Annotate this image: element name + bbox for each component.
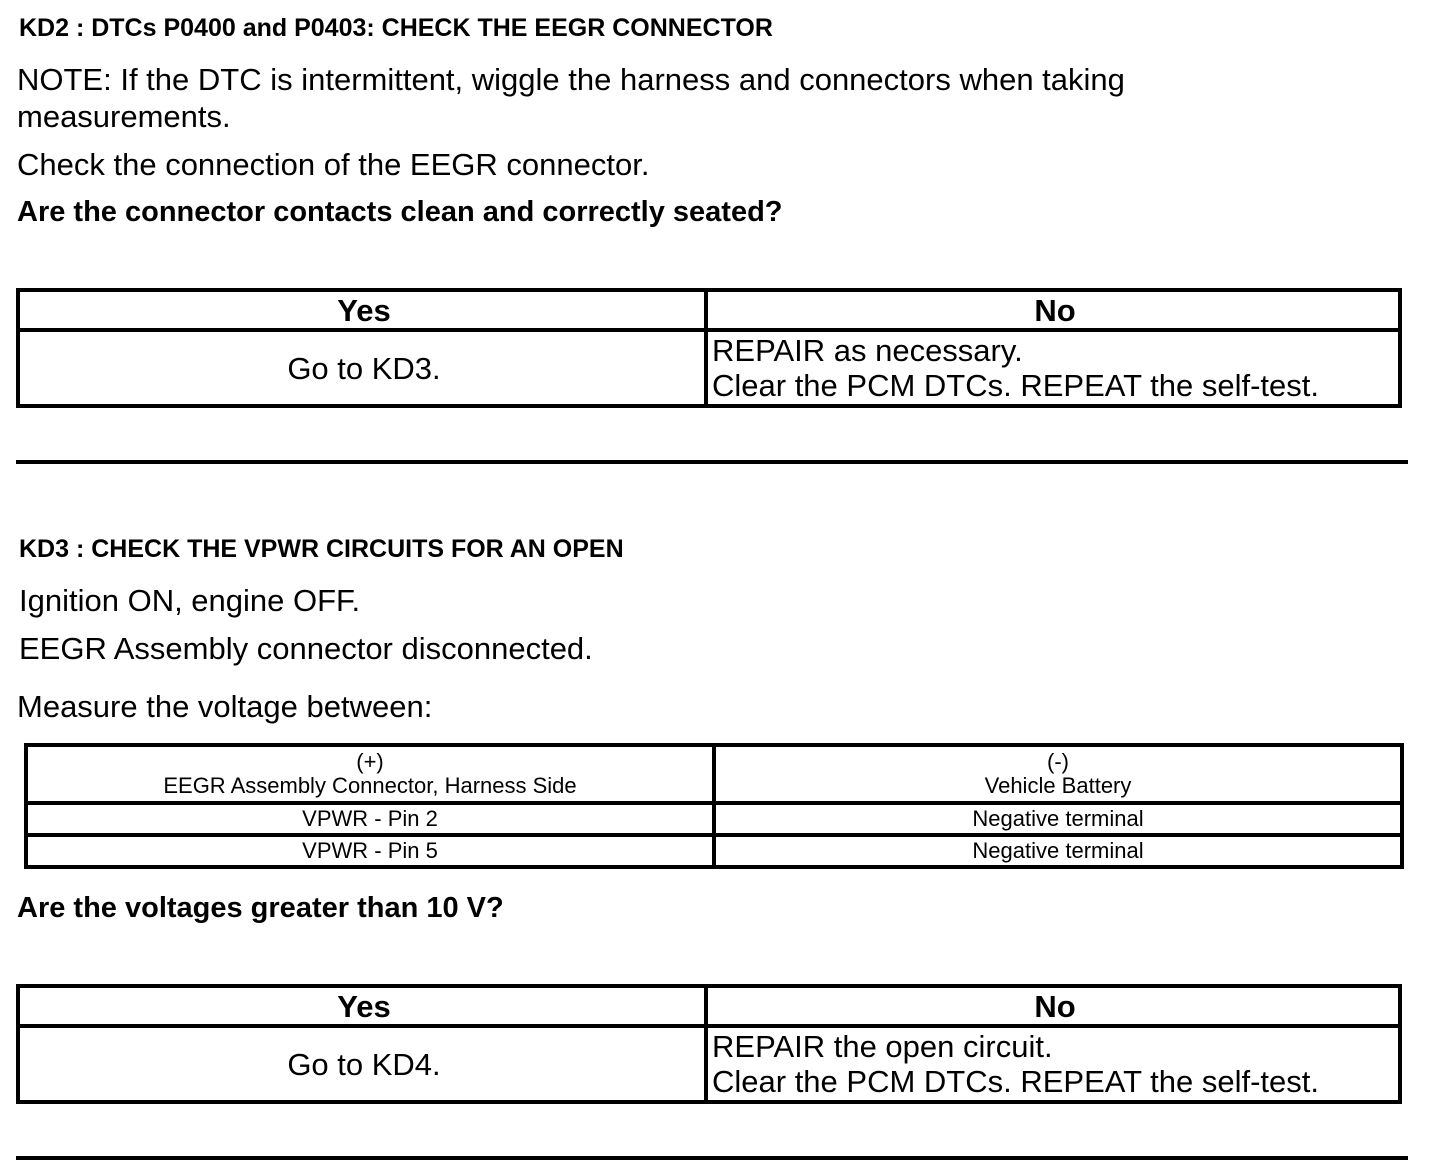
kd2-no-action-line2: Clear the PCM DTCs. REPEAT the self-test. xyxy=(712,368,1319,403)
neg-label: Vehicle Battery xyxy=(984,773,1132,798)
kd3-condition-1: Ignition ON, engine OFF. xyxy=(19,583,361,618)
kd3-yes-action: Go to KD4. xyxy=(18,1026,706,1102)
kd3-condition-2: EEGR Assembly connector disconnected. xyxy=(19,631,593,666)
kd3-no-header: No xyxy=(706,986,1400,1026)
pos-cell: VPWR - Pin 5 xyxy=(26,835,714,867)
kd2-yes-action: Go to KD3. xyxy=(18,330,706,406)
pos-lead-header xyxy=(26,745,714,803)
neg-symbol: (-) xyxy=(1047,749,1069,774)
kd2-result-table xyxy=(16,288,1402,408)
kd3-no-action-line2: Clear the PCM DTCs. REPEAT the self-test. xyxy=(712,1064,1319,1099)
neg-lead-header xyxy=(714,745,1402,803)
kd2-yes-header: Yes xyxy=(18,290,706,330)
kd2-note: NOTE: If the DTC is intermittent, wiggle the harness and connectors when taking measurements. xyxy=(17,62,1125,134)
kd2-no-header: No xyxy=(706,290,1400,330)
kd3-result-table xyxy=(16,984,1402,1104)
pos-cell: VPWR - Pin 2 xyxy=(26,803,714,835)
neg-cell: Negative terminal xyxy=(714,803,1402,835)
kd2-step-title: KD2 : DTCs P0400 and P0403: CHECK THE EEGR CONNECTOR xyxy=(19,14,773,42)
kd3-measure-intro: Measure the voltage between: xyxy=(17,689,433,724)
kd3-step-title: KD3 : CHECK THE VPWR CIRCUITS FOR AN OPEN xyxy=(19,535,624,563)
kd2-instruction: Check the connection of the EEGR connector. xyxy=(17,147,650,182)
section-divider xyxy=(16,1156,1408,1160)
section-divider xyxy=(16,460,1408,464)
table-row xyxy=(26,803,1402,835)
kd3-question: Are the voltages greater than 10 V? xyxy=(17,892,504,924)
neg-cell: Negative terminal xyxy=(714,835,1402,867)
kd3-no-action xyxy=(706,1026,1400,1102)
table-row xyxy=(26,835,1402,867)
pos-symbol: (+) xyxy=(356,749,384,774)
kd2-question: Are the connector contacts clean and correctly seated? xyxy=(17,196,783,228)
kd2-no-action-line1: REPAIR as necessary. xyxy=(712,333,1023,368)
kd3-yes-header: Yes xyxy=(18,986,706,1026)
pos-label: EEGR Assembly Connector, Harness Side xyxy=(163,773,577,798)
kd3-measurement-table xyxy=(24,743,1404,869)
kd3-no-action-line1: REPAIR the open circuit. xyxy=(712,1029,1053,1064)
kd2-no-action xyxy=(706,330,1400,406)
